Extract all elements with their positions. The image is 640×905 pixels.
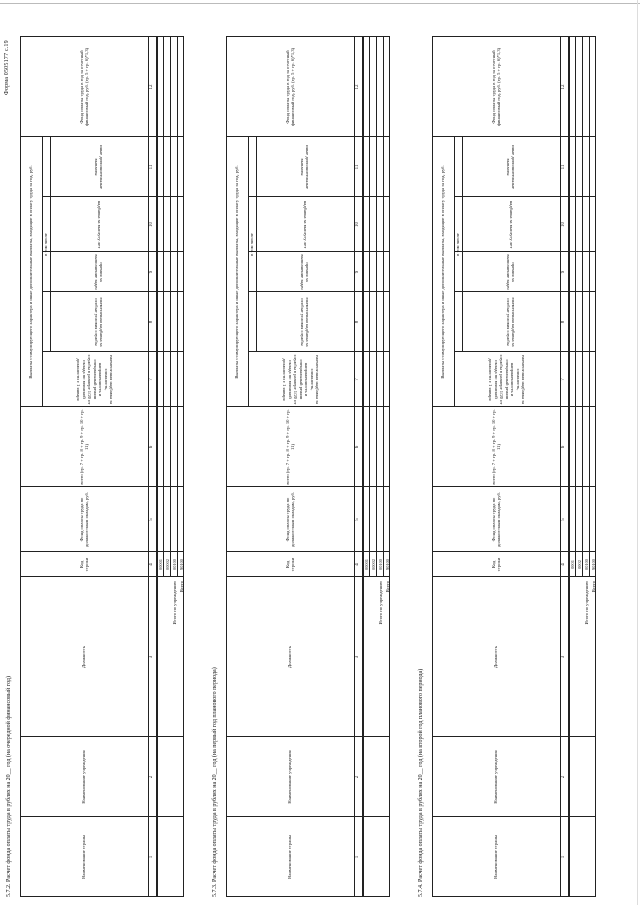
total-label: Всего (179, 581, 184, 593)
data-row-line (177, 37, 178, 577)
header-code: Код строки (78, 557, 89, 572)
header-name_area: Наименование страны (81, 835, 87, 879)
column-number: 4 (561, 563, 566, 566)
total-label: Всего (591, 581, 596, 593)
total-code: 00100 (378, 559, 383, 570)
column-number: 3 (355, 655, 360, 659)
header-col9: премия за выполнение задач (506, 254, 517, 290)
column-number: 5 (561, 518, 566, 521)
header-supplement_group: Выплаты стимулирующего характера и иные дополнительные выплаты, входящие в оплату труда за год, руб. (440, 165, 446, 379)
header-col11: иные дополнительные выплаты (300, 145, 311, 189)
column-number: 2 (561, 775, 566, 779)
header-col12: Фонд оплаты труда в год за отчетный финансовый год, руб. (гр. 5 + гр. 6)*1,3) (284, 47, 295, 127)
table-vline (226, 406, 390, 407)
header-fund_basic: Фонд оплаты труда по должностным окладам, руб. (78, 492, 89, 547)
header-total: всего (гр. 7 + гр. 8 + гр. 9 + гр. 10 + гр. 11) (490, 409, 501, 485)
data-row-line (369, 37, 370, 577)
column-number: 5 (355, 518, 360, 521)
form-reference: Форма 0505177 с.19 (4, 40, 10, 95)
fund-section (212, 37, 390, 897)
data-row-line (589, 37, 590, 577)
header-code: Код строки (284, 557, 295, 572)
header-col9: премия за выполнение задач (94, 254, 105, 290)
row-code: 00002 (371, 559, 376, 570)
column-number: 2 (149, 775, 154, 779)
column-number: 3 (561, 655, 566, 659)
column-number: 12 (355, 84, 360, 90)
header-col9: премия за выполнение задач (300, 254, 311, 290)
total-code: 00100 (172, 559, 177, 570)
header-in_that_number: в том числе (249, 233, 255, 256)
row-code: 0002 (577, 560, 582, 569)
table-vline (20, 136, 184, 137)
column-number: 7 (355, 378, 360, 381)
number-row-line (156, 37, 158, 897)
data-row-line (376, 37, 377, 577)
header-in_that_number: в том числе (43, 233, 49, 256)
column-number: 4 (149, 563, 154, 566)
column-number: 12 (149, 84, 154, 90)
table-vline (20, 816, 184, 817)
header-name_inst: Наименование учреждения (81, 750, 87, 804)
header-name_area: Наименование страны (287, 835, 293, 879)
section-title: 5.7.3. Расчет фонда оплаты труда в рублях на 20__ год (на первый год планового периода) (212, 667, 218, 897)
header-in_that_number: в том числе (455, 233, 461, 256)
total-label: Итого по учреждению (584, 581, 589, 625)
row-code: 00002 (165, 559, 170, 570)
table-vline (432, 36, 596, 37)
column-number: 10 (355, 222, 360, 227)
column-number: 9 (149, 270, 154, 274)
header-name_inst: Наименование учреждения (287, 750, 293, 804)
total-code: 90100 (385, 559, 390, 570)
table-bottom-line (183, 37, 184, 897)
fund-table (226, 37, 390, 897)
header-col12: Фонд оплаты труда в год за отчетный финансовый год, руб. (гр. 5 + гр. 6)*1,3) (490, 47, 501, 127)
header-col11: иные дополнительные выплаты (506, 145, 517, 189)
number-row-line (362, 37, 364, 897)
number-row-line (568, 37, 570, 897)
table-vline (432, 136, 596, 137)
column-number: 4 (355, 563, 360, 566)
header-col8: ежемесячная надбавка за особые условия службы (94, 297, 105, 347)
header-col7: ежемесячная надбавка за сложность, напряженность и специальный режим службы в размере 1/20 от оклада по воинской должности с 1 января (488, 354, 526, 405)
column-number: 1 (355, 855, 360, 859)
header-col8: ежемесячная надбавка за особые условия службы (506, 297, 517, 347)
header-name_inst: Наименование учреждения (493, 750, 499, 804)
column-number: 2 (355, 775, 360, 779)
column-number: 9 (355, 270, 360, 274)
total-code: 90100 (179, 559, 184, 570)
data-row-line (163, 37, 164, 577)
column-number: 6 (355, 445, 360, 449)
header-col12: Фонд оплаты труда в год за отчетный финансовый год, руб. (гр. 5 + гр. 6)*1,3) (78, 47, 89, 127)
table-vline (20, 896, 184, 897)
header-name_area: Наименование страны (493, 835, 499, 879)
header-fund_basic: Фонд оплаты труда по должностным окладам, руб. (284, 492, 295, 547)
header-total: всего (гр. 7 + гр. 8 + гр. 9 + гр. 10 + гр. 11) (78, 409, 89, 485)
table-vline (432, 736, 596, 737)
total-label: Итого по учреждению (172, 581, 177, 625)
header-total: всего (гр. 7 + гр. 8 + гр. 9 + гр. 10 + гр. 11) (284, 409, 295, 485)
section-title: 5.7.2. Расчет фонда оплаты труда в рублях на 20__ год (на очередной финансовый год) (6, 676, 12, 897)
table-vline (226, 486, 390, 487)
data-row-line (575, 37, 576, 577)
header-col10: надбавка за выслугу лет (508, 200, 514, 249)
header-supplement_group: Выплаты стимулирующего характера и иные дополнительные выплаты, входящие в оплату труда за год, руб. (234, 165, 240, 379)
table-vline (20, 36, 184, 37)
header-code: Код строки (490, 557, 501, 572)
fund-section (6, 37, 184, 897)
table-vline (432, 816, 596, 817)
header-position: Должность (81, 646, 87, 668)
total-label: Всего (385, 581, 390, 593)
header-col7: ежемесячная надбавка за сложность, напряженность и специальный режим службы в размере 1/20 от оклада по воинской должности с 1 января (282, 354, 320, 405)
table-vline (432, 896, 596, 897)
column-number: 8 (149, 320, 154, 324)
table-vline (20, 486, 184, 487)
fund-section (418, 37, 596, 897)
column-number: 7 (149, 378, 154, 381)
column-number: 10 (561, 222, 566, 227)
row-code: 00001 (364, 559, 369, 570)
column-number: 7 (561, 378, 566, 381)
column-number: 11 (149, 164, 154, 170)
header-position: Должность (493, 646, 499, 668)
column-number: 10 (149, 222, 154, 227)
column-number: 1 (561, 855, 566, 859)
table-vline (226, 36, 390, 37)
column-number: 11 (355, 164, 360, 170)
row-code: 0001 (570, 560, 575, 569)
fund-table (432, 37, 596, 897)
header-position: Должность (287, 646, 293, 668)
section-title: 5.7.4. Расчет фонда оплаты труда в рублях на 20__ год (на второй год планового периода) (418, 668, 424, 897)
header-col7: ежемесячная надбавка за сложность, напряженность и специальный режим службы в размере 1/20 от оклада по воинской должности с 1 января (76, 354, 114, 405)
total-code: 00100 (584, 559, 589, 570)
total-code: 90100 (591, 559, 596, 570)
table-bottom-line (595, 37, 596, 897)
table-vline (226, 136, 390, 137)
total-label: Итого по учреждению (378, 581, 383, 625)
header-supplement_group: Выплаты стимулирующего характера и иные дополнительные выплаты, входящие в оплату труда за год, руб. (28, 165, 34, 379)
column-number: 5 (149, 518, 154, 521)
header-col10: надбавка за выслугу лет (96, 200, 102, 249)
data-row-line (170, 37, 171, 577)
data-row-line (582, 37, 583, 577)
header-col10: надбавка за выслугу лет (302, 200, 308, 249)
column-number: 1 (149, 855, 154, 859)
table-vline (226, 816, 390, 817)
table-bottom-line (389, 37, 390, 897)
row-code: 00001 (158, 559, 163, 570)
table-vline (20, 736, 184, 737)
header-col11: иные дополнительные выплаты (94, 145, 105, 189)
column-number: 9 (561, 270, 566, 274)
column-number: 11 (561, 164, 566, 170)
header-fund_basic: Фонд оплаты труда по должностным окладам, руб. (490, 492, 501, 547)
column-number: 6 (561, 445, 566, 449)
table-vline (20, 406, 184, 407)
column-number: 8 (355, 320, 360, 324)
table-vline (226, 736, 390, 737)
table-vline (432, 406, 596, 407)
fund-table (20, 37, 184, 897)
column-number: 8 (561, 320, 566, 324)
table-vline (432, 486, 596, 487)
header-col8: ежемесячная надбавка за особые условия службы (300, 297, 311, 347)
data-row-line (383, 37, 384, 577)
column-number: 12 (561, 84, 566, 90)
table-vline (226, 896, 390, 897)
column-number: 3 (149, 655, 154, 659)
column-number: 6 (149, 445, 154, 449)
